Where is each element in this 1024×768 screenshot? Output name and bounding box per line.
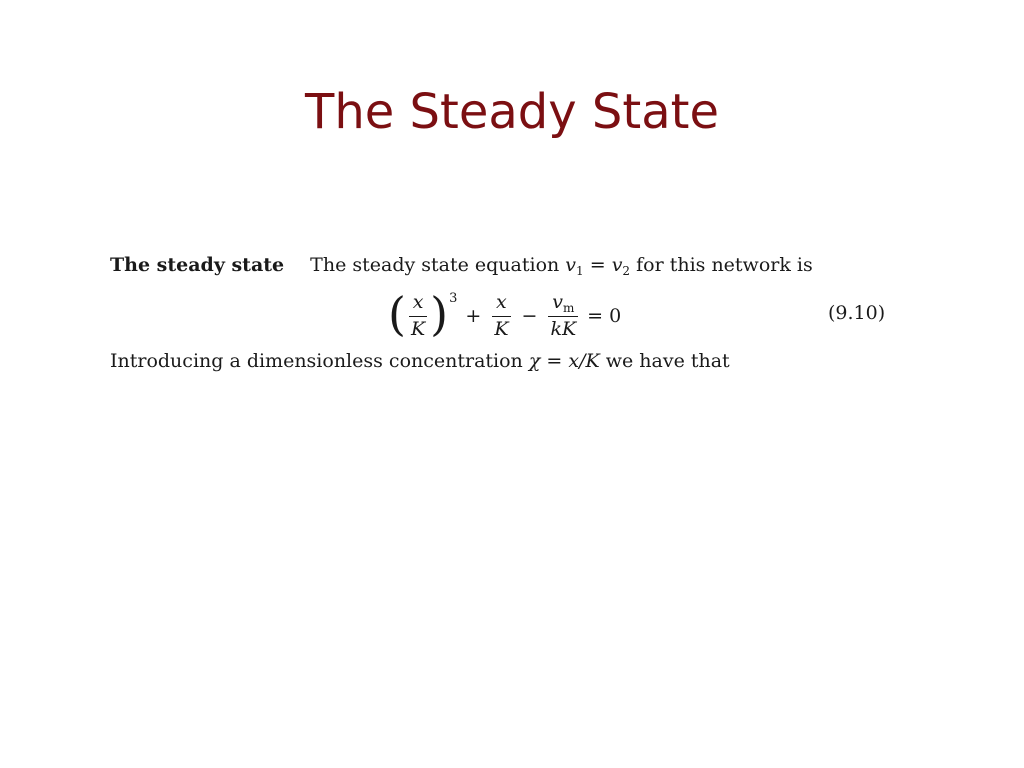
v1-symbol: $v_1$ [565,254,584,278]
excerpt-line-introducing [110,350,730,372]
fraction-numerator: $v_m$ [552,290,575,315]
introducing-text: Introducing a dimensionless concentration [110,350,523,372]
fraction-vm-over-kK [548,292,578,341]
slide-title: The Steady State [305,84,719,140]
intro-text: The steady state equation [310,254,560,276]
fraction-bar [492,316,510,317]
v2-symbol: $v_2$ [611,254,631,278]
plus-sign: + [465,305,482,327]
section-heading: The steady state [110,254,285,276]
fraction-denominator: K [410,317,426,340]
fraction-x-over-K-2 [492,292,510,341]
fraction-numerator: x [496,290,507,313]
after-text: for this network is [636,254,813,276]
exponent: 3 [449,290,458,306]
fraction-denominator: kK [550,317,577,340]
minus-sign: − [521,305,538,327]
steady-state-equation [388,286,621,346]
fraction-x-over-K [409,292,427,341]
line3-end-text: we have that [605,350,730,372]
excerpt-line-intro [110,254,813,276]
equation-rhs: = 0 [587,305,622,327]
v2-subscript: 2 [622,264,631,278]
vm-subscript: m [562,300,575,315]
v1-subscript: 1 [576,264,584,278]
fraction-bar [409,316,427,317]
equals-sign: = [589,254,606,276]
equation-number: (9.10) [828,302,886,324]
right-paren: ) [430,287,449,341]
chi-expression: χ = x/K [528,350,600,372]
left-paren: ( [388,287,406,341]
fraction-denominator: K [494,317,509,340]
fraction-bar [548,316,578,317]
fraction-numerator: x [412,290,424,313]
